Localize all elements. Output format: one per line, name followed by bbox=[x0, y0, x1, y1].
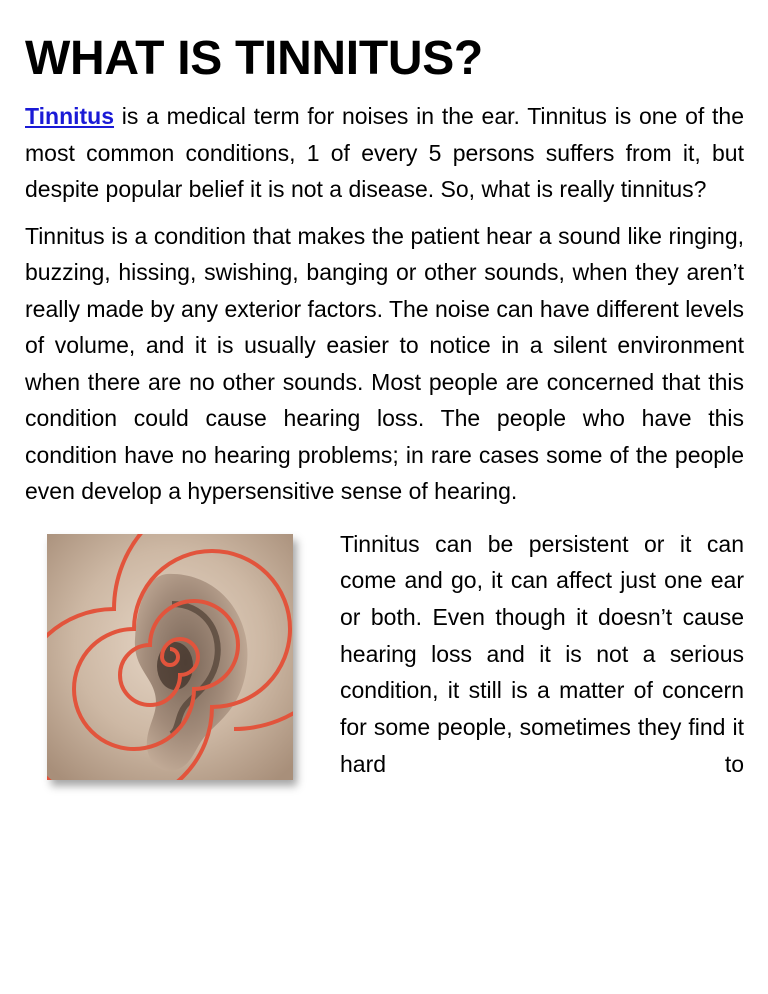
document-page bbox=[25, 28, 744, 826]
description-paragraph: Tinnitus is a condition that makes the patient hear a sound like ringing, buzzing, hissing, swishing, banging or other sounds, when they aren’t really made by any exterior factors. The noise can have different levels of volume, and it is usually easier to notice in a silent environment when there are no other sounds. Most people are concerned that this condition could cause hearing loss. The people who have this condition have no hearing problems; in rare cases some of the people even develop a hypersensitive sense of hearing. bbox=[25, 222, 744, 504]
ear-spiral-image bbox=[47, 534, 293, 780]
intro-paragraph bbox=[25, 98, 744, 208]
tinnitus-link[interactable]: Tinnitus bbox=[25, 103, 115, 129]
side-paragraph: Tinnitus can be persistent or it can come and go, it can affect just one ear or both. Even though it doesn’t cause hearing loss and it is not a serious condition, it still is a matter of concern for some people, sometimes they find it hard to bbox=[340, 530, 744, 777]
image-text-row bbox=[25, 526, 744, 826]
ear-spiral-illustration bbox=[47, 534, 293, 780]
page-title: WHAT IS TINNITUS? bbox=[25, 32, 483, 85]
intro-text: is a medical term for noises in the ear. Tinnitus is one of the most common conditions, 1 of every 5 persons suffers from it, but despite popular belief it is not a disease. So, what is really tinnitus? bbox=[25, 103, 744, 202]
